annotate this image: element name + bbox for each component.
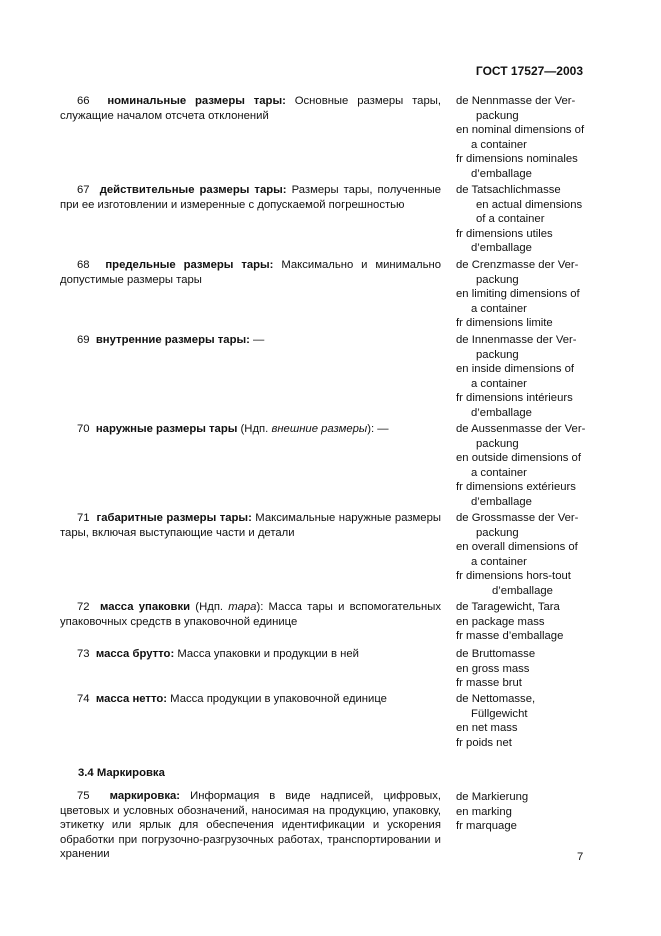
translation-line: de Bruttomasse: [456, 648, 536, 660]
translation-line: d’emballage: [492, 584, 553, 597]
translation-line: en gross mass: [456, 662, 530, 675]
term-definition: —: [249, 334, 265, 346]
translation-line: de Taragewicht, Tara: [456, 601, 560, 613]
translation-line: of a container: [476, 213, 545, 226]
translation-line: fr dimensions hors-tout: [456, 570, 571, 583]
term-definition: Максимальные наружные размеры тары, включая выступающие части и детали: [60, 512, 441, 539]
term-number: 66: [77, 95, 90, 107]
translation-line: a container: [471, 377, 527, 390]
term-number: 70: [77, 423, 90, 435]
translation-line: fr dimensions extérieurs: [456, 481, 576, 494]
translation-line: de Aussenmasse der Ver-: [456, 423, 586, 435]
term-definition: Масса упаковки и продукции в ней: [174, 648, 359, 660]
term-entry-71: [60, 511, 441, 540]
translation-line: en marking: [456, 805, 512, 818]
translation-line: de Markierung: [456, 791, 529, 803]
term-name: наружные размеры тары: [95, 423, 238, 435]
translations-69: [456, 333, 596, 421]
term-entry-68: [60, 258, 441, 287]
term-name: предельные размеры тары:: [105, 259, 274, 271]
section-heading: 3.4 Маркировка: [78, 767, 165, 779]
page-number: 7: [577, 851, 584, 863]
term-number: 75: [77, 790, 90, 802]
term-number: 72: [77, 601, 90, 613]
term-name: внутренние размеры тары:: [95, 334, 250, 346]
term-entry-72: [60, 600, 441, 629]
term-definition: Основные размеры тары, служащие началом отсчета отклонений: [60, 95, 442, 122]
term-name: маркировка:: [109, 790, 181, 802]
translation-line: d’emballage: [471, 406, 532, 419]
term-note-prefix: (Ндп.: [190, 601, 229, 613]
term-number: 74: [77, 693, 90, 705]
translation-line: fr dimensions limite: [456, 317, 553, 330]
translation-line: en overall dimensions of: [456, 541, 578, 554]
translation-line: fr masse d’emballage: [456, 630, 564, 643]
term-name: масса брутто:: [95, 648, 175, 660]
translation-line: en package mass: [456, 615, 545, 628]
translation-line: en actual dimensions: [476, 198, 583, 211]
translation-line: a container: [471, 302, 527, 315]
translation-line: packung: [476, 437, 519, 450]
term-number: 71: [77, 512, 90, 524]
translation-line: fr masse brut: [456, 677, 522, 690]
translation-line: fr marquage: [456, 820, 517, 833]
term-number: 68: [77, 259, 90, 271]
translations-73: [456, 647, 596, 691]
translations-68: [456, 258, 596, 331]
translations-70: [456, 422, 596, 510]
translation-line: de Grossmasse der Ver-: [456, 512, 579, 524]
translation-line: a container: [471, 555, 527, 568]
term-entry-69: [60, 333, 441, 348]
term-number: 69: [77, 334, 90, 346]
term-definition: Максимально и минимально допустимые размеры тары: [60, 259, 441, 286]
translations-71: [456, 511, 596, 599]
term-note-prefix: (Ндп.: [237, 423, 272, 435]
translation-line: fr dimensions utiles: [456, 227, 553, 240]
translation-line: d’emballage: [471, 167, 532, 180]
deprecated-term: тара: [228, 601, 257, 613]
term-entry-74: [60, 692, 441, 707]
translation-line: en nominal dimensions of: [456, 124, 585, 137]
term-entry-66: [60, 94, 441, 123]
translations-66: [456, 94, 596, 182]
term-number: 73: [77, 648, 90, 660]
translation-line: d’emballage: [471, 242, 532, 255]
translation-line: en net mass: [456, 722, 518, 735]
term-name: масса нетто:: [95, 693, 168, 705]
translation-line: packung: [476, 526, 519, 539]
translation-line: de Nettomasse,: [456, 693, 536, 705]
translation-line: a container: [471, 138, 527, 151]
document-code-header: ГОСТ 17527—2003: [475, 64, 583, 78]
translation-line: fr poids net: [456, 736, 512, 749]
translation-line: de Tatsachlichmasse: [456, 184, 561, 196]
translation-line: en outside dimensions of: [456, 452, 581, 465]
deprecated-term: внешние размеры: [271, 423, 368, 435]
translation-line: fr dimensions nominales: [456, 153, 578, 166]
translation-line: d’emballage: [471, 495, 532, 508]
term-entry-70: [60, 422, 441, 437]
term-name: действительные размеры тары:: [99, 184, 287, 196]
term-definition: Масса продукции в упаковочной единице: [167, 693, 387, 705]
translations-75: [456, 790, 596, 834]
term-entry-67: [60, 183, 441, 212]
term-name: масса упаковки: [100, 601, 191, 613]
term-number: 67: [77, 184, 90, 196]
translation-line: packung: [476, 109, 519, 122]
translation-line: de Crenzmasse der Ver-: [456, 259, 579, 271]
term-note-suffix: ): —: [367, 423, 389, 435]
translation-line: fr dimensions intérieurs: [456, 392, 573, 405]
term-name: номинальные размеры тары:: [107, 95, 286, 107]
translation-line: en inside dimensions of: [456, 363, 575, 376]
term-definition: ): Масса тары и вспомогательных упаковочных средств в упаковочной единице: [60, 601, 441, 628]
translations-72: [456, 600, 596, 644]
translation-line: packung: [476, 273, 519, 286]
translation-line: Füllgewicht: [471, 707, 528, 720]
translation-line: en limiting dimensions of: [456, 288, 580, 301]
translation-line: packung: [476, 348, 519, 361]
term-name: габаритные размеры тары:: [96, 512, 252, 524]
translation-line: de Innenmasse der Ver-: [456, 334, 577, 346]
translations-74: [456, 692, 596, 750]
term-entry-75: [60, 789, 441, 862]
translations-67: [456, 183, 596, 256]
term-entry-73: [60, 647, 441, 662]
translation-line: de Nennmasse der Ver-: [456, 95, 576, 107]
translation-line: a container: [471, 466, 527, 479]
term-definition: Размеры тары, полученные при ее изготовлении и измеренные с допускаемой погрешностью: [60, 184, 441, 211]
term-definition: Информация в виде надписей, цифровых, цветовых и условных обозначений, наносимая на продукцию, упаковку, этикетку или ярлык для обеспечения идентификации и ускорения обработки при погрузочно-разгрузочных работах, транспортировании и хранении: [60, 790, 441, 861]
